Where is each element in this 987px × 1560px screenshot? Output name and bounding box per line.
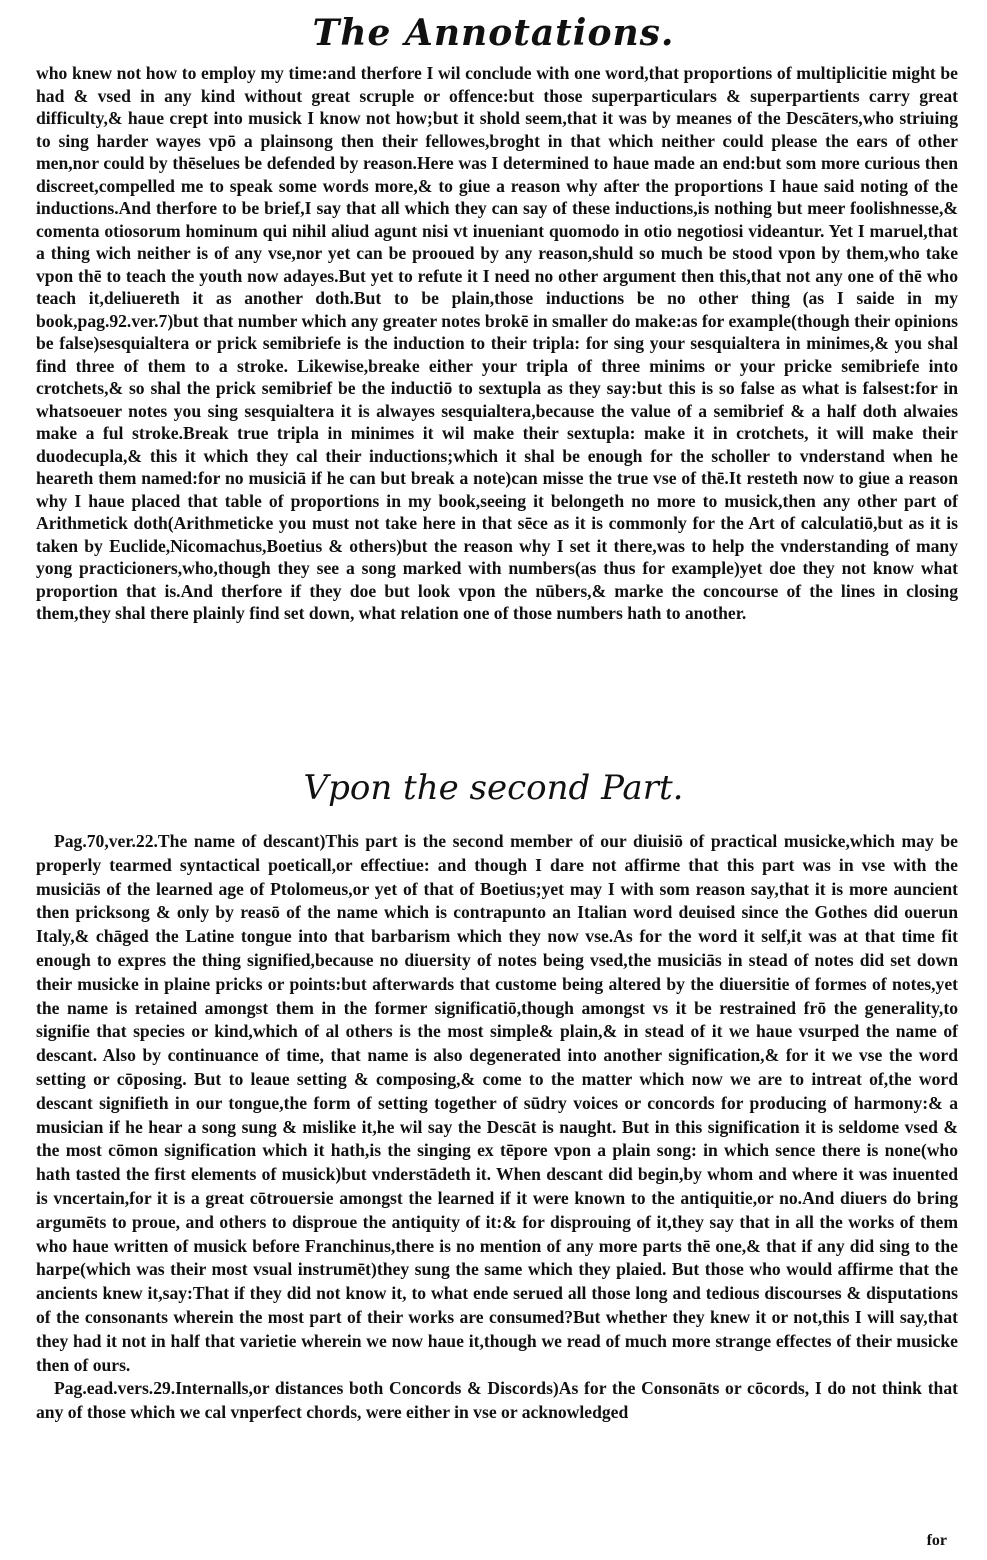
page-heading-annotations: The Annotations. [312,12,675,54]
second-part-text-block [36,830,958,1425]
section-heading-second-part: Vpon the second Part. [303,768,684,808]
annotations-text-block [36,62,958,625]
second-part-paragraph-2: Pag.ead.vers.29.Internalls,or distances both Concords & Discords)As for the Consonāts or cōcords, I do not think that any of those which we cal vnperfect chords, were either in vse or acknowledged [36,1378,958,1423]
second-part-paragraph-1: Pag.70,ver.22.The name of descant)This part is the second member of our diuisiō of practical musicke,which may be properly tearmed syntactical poeticall,or effectiue: and though I dare not affirme that this part was in vse with the musiciās of the learned age of Ptolomeus,or yet of that of Boetius;yet may I with som reason say,that it is more auncient then pricksong & only by reasō of the name which is contrapunto an Italian word deuised since the Gothes did ouerun Italy,& chāged the Latine tongue into that barbarism which they now vse.As for the word it self,it was at that time fit enough to expres the thing signified,because no diuersity of notes being vsed,the musiciās in stead of notes did set down their musicke in plaine pricks or points:but afterwards that custome being altered by the diuersitie of formes of notes,yet the name is retained amongst them in the former significatiō,though amongst vs it be restrained frō the generality,to signifie that species or kind,which of al others is the most simple& plain,& in stead of it we haue vsurped the name of descant. Also by continuance of time, that name is also degenerated into another signification,& for it we vse the word setting or cōposing. But to leaue setting & composing,& come to the matter which now we are to intreat of,the word descant signifieth in our tongue,the form of setting together of sūdry voices or concords for producing of harmony:& a musician if he hear a song sung & mislike it,he wil say the Descāt is naught. But in this signification it is seldome vsed & the most cōmon signification which it hath,is the singing ex tēpore vpon a plain song: in which sence there is none(who hath tasted the first elements of musick)but vnderstādeth it. When descant did begin,by whom and where it was inuented is vncertain,for it is a great cōtrouersie amongst the learned if it were known to the antiquitie,or no.And diuers do bring argumēts to proue, and others to disproue the antiquity of it:& for disprouing of it,they say that in all the works of them who haue written of musick before Franchinus,there is no mention of any more parts thē one,& that if any did sing to the harpe(which was their most vsual instrumēt)they sung the same which they plaied. But those who would affirme that the ancients knew it,say:That if they did not know it, to what ende serued all those long and tedious discourses & disputations of the consonants wherein the most part of their works are consumed?But whether they knew it or not,this I will say,that they had it not in half that varietie wherein we now haue it,though we read of much more strange effectes of their musicke then of ours. [36,831,958,1375]
catchword: for [926,1532,947,1549]
annotations-paragraph: who knew not how to employ my time:and therfore I wil conclude with one word,that proportions of multiplicitie might be had & vsed in any kind without great scruple or offence:but those superparticulars & superpartients carry great difficulty,& haue crept into musick I know not how;but it shold seem,that it was by meanes of the Descāters,who striuing to sing harder wayes vpō a plainsong then their fellowes,broght in that which neither could please the ears of other men,nor could by thēselues be defended by reason.Here was I determined to haue made an end:but som more curious then discreet,compelled me to speak some words more,& to giue a reason why after the proportions I haue said noting of the inductions.And therfore to be brief,I say that all which they can say of these inductions,is nothing but meer foolishnesse,& comenta otiosorum hominum qui nihil aliud agunt nisi vt inueniant quomodo in otio negotiosi videantur. Yet I maruel,that a thing wich neither is of any vse,nor yet can be prooued by any reason,shuld so much be stood vpon by them,who take vpon thē to teach the youth now adayes.But yet to refute it I need no other argument then this,that not any one of thē who teach it,deliuereth it as another doth.But to be plain,those inductions be no other thing (as I saide in my book,pag.92.ver.7)but that number which any greater notes brokē in smaller do make:as for example(though their opinions be false)sesquialtera or prick semibriefe is the induction to their tripla: for sing your sesquialtera in minimes,& you shal find three of them to a stroke. Likewise,breake either your tripla of three minims or your pricke semibriefe into crotchets,& so shal the prick semibrief be the inductiō to sextupla as they say:but this is so false as what is falsest:for in whatsoeuer notes you sing sesquialtera it is alwayes sesquialtera,because the value of a semibrief & a half doth alwaies make a ful stroke.Break true tripla in minimes it wil make their sextupla: make it in crotchets, it will make their duodecupla,& this it which they cal their inductions;which it shal be enough for the scholler to vnderstand when he heareth them named:for no musiciā if he can but break a note)can misse the true vse of thē.It resteth now to giue a reason why I haue placed that table of proportions in my book,seeing it belongeth no more to musick,then any other part of Arithmetick doth(Arithmeticke you must not take here in that sēce as it is commonly for the Art of calculatiō,but as it is taken by Euclide,Nicomachus,Boetius & others)but the reason why I set it there,was to help the vnderstanding of many yong practicioners,who,though they see a song marked with numbers(as thus for example)yet doe they not know what proportion that is.And therfore if they doe but look vpon the nūbers,& marke the concourse of the lines in closing them,they shal there plainly find set down, what relation one of those numbers hath to another. [36,63,958,623]
